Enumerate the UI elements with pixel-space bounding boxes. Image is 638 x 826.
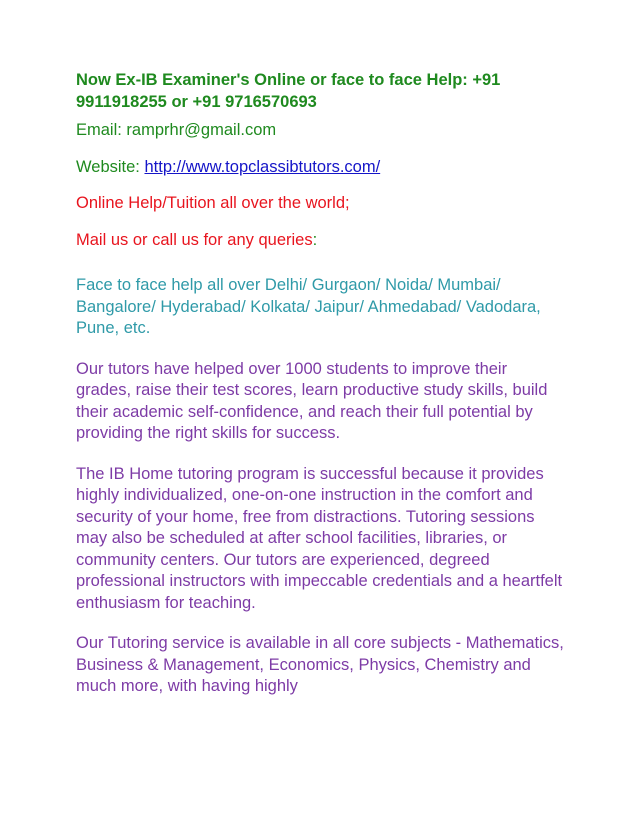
email-line: Email: ramprhr@gmail.com bbox=[76, 121, 277, 139]
face-to-face-paragraph: Face to face help all over Delhi/ Gurgaon/ Noida/ Mumbai/ Bangalore/ Hyderabad/ Kolkata/ Jaipur/ Ahmedabad/ Vadodara, Pune, etc. bbox=[76, 276, 541, 337]
mail-us-line bbox=[76, 230, 576, 252]
tutors-paragraph: Our tutors have helped over 1000 students to improve their grades, raise their test scores, learn productive study skills, build their academic self-confidence, and reach their full potential by providing the right skills for success. bbox=[76, 359, 548, 442]
mail-us-colon: : bbox=[312, 230, 318, 249]
website-line bbox=[76, 157, 576, 179]
document-page bbox=[76, 70, 576, 717]
service-paragraph: Our Tutoring service is available in all core subjects - Mathematics, Business & Management, Economics, Physics, Chemistry and much more, with having highly bbox=[76, 634, 564, 695]
online-help-line: Online Help/Tuition all over the world; bbox=[76, 194, 350, 212]
ib-home-paragraph: The IB Home tutoring program is successful because it provides highly individualized, one-on-one instruction in the comfort and security of your home, free from distractions. Tutoring sessions may also be scheduled at after school facilities, libraries, or community centers. Our tutors are experienced, degreed professional instructors with impeccable credentials and a heartfelt enthusiasm for teaching. bbox=[76, 464, 563, 612]
contact-heading: Now Ex-IB Examiner's Online or face to face Help: +91 9911918255 or +91 9716570693 bbox=[76, 71, 501, 111]
website-link[interactable]: http://www.topclassibtutors.com/ bbox=[144, 157, 381, 176]
website-label: Website: bbox=[76, 157, 145, 176]
mail-us-text: Mail us or call us for any queries bbox=[76, 230, 313, 249]
